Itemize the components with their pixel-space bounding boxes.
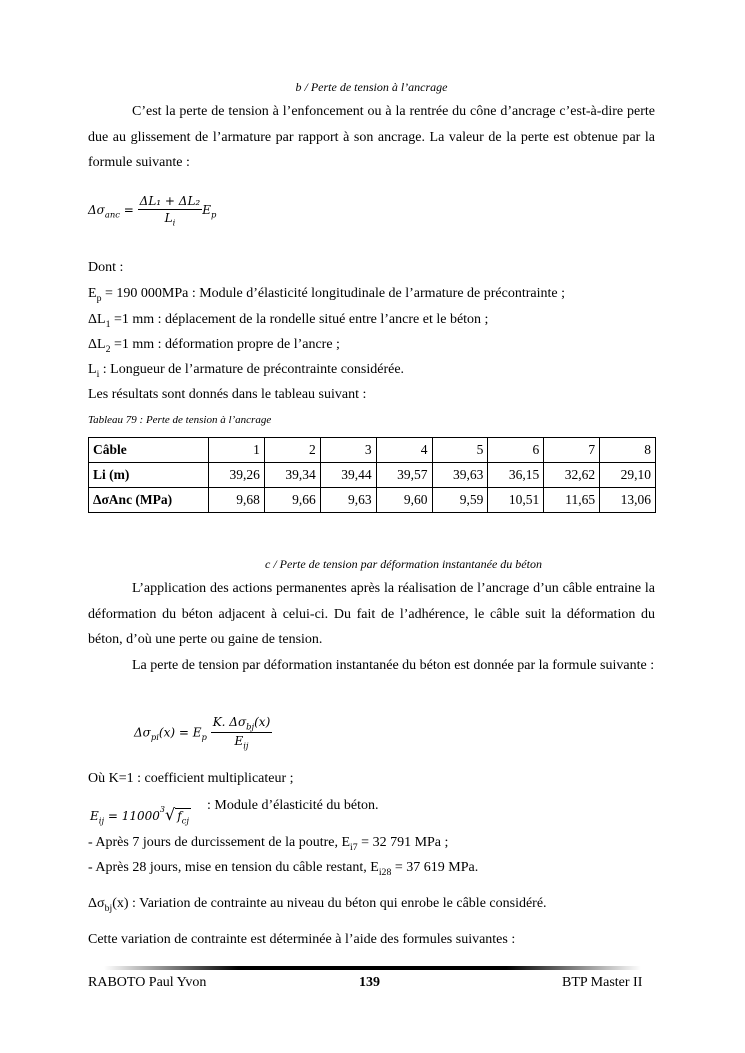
table-cell: 13,06 — [600, 488, 656, 513]
table-row-label: ΔσAnc (MPa) — [89, 488, 209, 513]
section-b-intro: C’est la perte de tension à l’enfoncement ou à la rentrée du cône d’ancrage c’est-à-dire perte due au glissement de l’armature par rapport à son ancrage. La valeur de la perte est obtenue par la formule suivante : — [88, 104, 655, 170]
section-c-title: c / Perte de tension par déformation instantanée du béton — [265, 557, 542, 571]
results-line: Les résultats sont donnés dans le tableau suivant : — [88, 387, 367, 402]
table-cell: 11,65 — [544, 488, 600, 513]
table-cell: 39,57 — [376, 463, 432, 488]
table-cell: 39,63 — [432, 463, 488, 488]
k-coefficient-line: Où K=1 : coefficient multiplicateur ; — [88, 771, 294, 786]
dont-label: Dont : — [88, 260, 124, 275]
footer-author: RABOTO Paul Yvon — [88, 975, 207, 990]
table-header-label: Câble — [89, 438, 209, 463]
table-cell: 9,66 — [264, 488, 320, 513]
table-cell: 9,59 — [432, 488, 488, 513]
table-cell: 8 — [600, 438, 656, 463]
last-line: Cette variation de contrainte est déterminée à l’aide des formules suivantes : — [88, 932, 516, 947]
table-cell: 3 — [320, 438, 376, 463]
formula-anc: $\Delta\sigma_{anc}$ = $\frac{\text{ΔL₁ + ΔL₂}}{L_i}$ $E_p$ — [88, 194, 217, 228]
definition-dl2: $\Delta L_2 =1$ mm : déformation propre de l’ancre ; — [88, 337, 340, 355]
radical-sign: √ — [165, 805, 176, 824]
section-c-para2: La perte de tension par déformation instantanée du béton est donnée par la formule suivante : — [132, 658, 655, 673]
formula-anc-fraction: $\frac{\text{ΔL₁ + ΔL₂}}{L_i}$ — [139, 194, 201, 228]
table-cell: 9,68 — [209, 488, 265, 513]
table-cell: 9,60 — [376, 488, 432, 513]
formula-pi: $\Delta\sigma_{pi}(x) = E_p$ $\frac{K. \Delta\sigma_{bj}(x)}{E_{ij}}$ — [134, 715, 271, 751]
table-row — [89, 488, 656, 513]
table-cell: 32,62 — [544, 463, 600, 488]
bullet-28-days: - Après 28 jours, mise en tension du câble restant, $E_{i28} = 37$ 619 MPa. — [88, 860, 479, 878]
table-cell: 7 — [544, 438, 600, 463]
table-cell: 4 — [376, 438, 432, 463]
definition-dl1: $\Delta L_1 =1$ mm : déplacement de la rondelle situé entre l’ancre et le béton ; — [88, 312, 489, 330]
table-row — [89, 463, 656, 488]
definition-ep: $E_p = 190$ 000MPa : Module d’élasticité longitudinale de l’armature de précontrainte ; — [88, 286, 566, 304]
definition-li: $L_i$ : Longueur de l’armature de précontrainte considérée. — [88, 362, 405, 380]
table-cell: 39,44 — [320, 463, 376, 488]
table-cell: 2 — [264, 438, 320, 463]
root-index: 3 — [159, 805, 166, 814]
table-cell: 9,63 — [320, 488, 376, 513]
table-cell: 36,15 — [488, 463, 544, 488]
anchorage-loss-table — [88, 437, 656, 513]
table-row-label: Li (m) — [89, 463, 209, 488]
formula-eij: $E_{ij} = 11000^3√$ $f_{cj}$ — [90, 805, 189, 826]
section-b-title: b / Perte de tension à l’ancrage — [295, 80, 448, 94]
table-cell: 6 — [488, 438, 544, 463]
footer-course: BTP Master II — [562, 975, 643, 990]
table-cell: 39,26 — [209, 463, 265, 488]
table-cell: 29,10 — [600, 463, 656, 488]
formula-pi-fraction: $\frac{K. \Delta\sigma_{bj}(x)}{E_{ij}}$ — [212, 715, 271, 751]
table-cell: 39,34 — [264, 463, 320, 488]
footer-rule — [104, 966, 641, 970]
table-cell: 5 — [432, 438, 488, 463]
bullet-7-days: - Après 7 jours de durcissement de la poutre, $E_{i7} = 32$ 791 MPa ; — [88, 835, 449, 853]
table-cell: 1 — [209, 438, 265, 463]
eij-description: : Module d’élasticité du béton. — [207, 798, 379, 813]
table-cell: 10,51 — [488, 488, 544, 513]
table-caption: Tableau 79 : Perte de tension à l’ancrage — [88, 414, 272, 426]
delta-sigma-bj-line: $\Delta\sigma_{bj}(x)$ : Variation de contrainte au niveau du béton qui enrobe le câble considéré. — [88, 896, 547, 914]
footer-page-number: 139 — [359, 975, 380, 990]
table-header-row — [89, 438, 656, 463]
section-c-para1: L’application des actions permanentes après la réalisation de l’ancrage d’un câble entraine la déformation du béton adjacent à celui-ci. Du fait de l’adhérence, le câble suit la déformation du béton, d’où une perte ou gaine de tension. — [88, 581, 655, 647]
